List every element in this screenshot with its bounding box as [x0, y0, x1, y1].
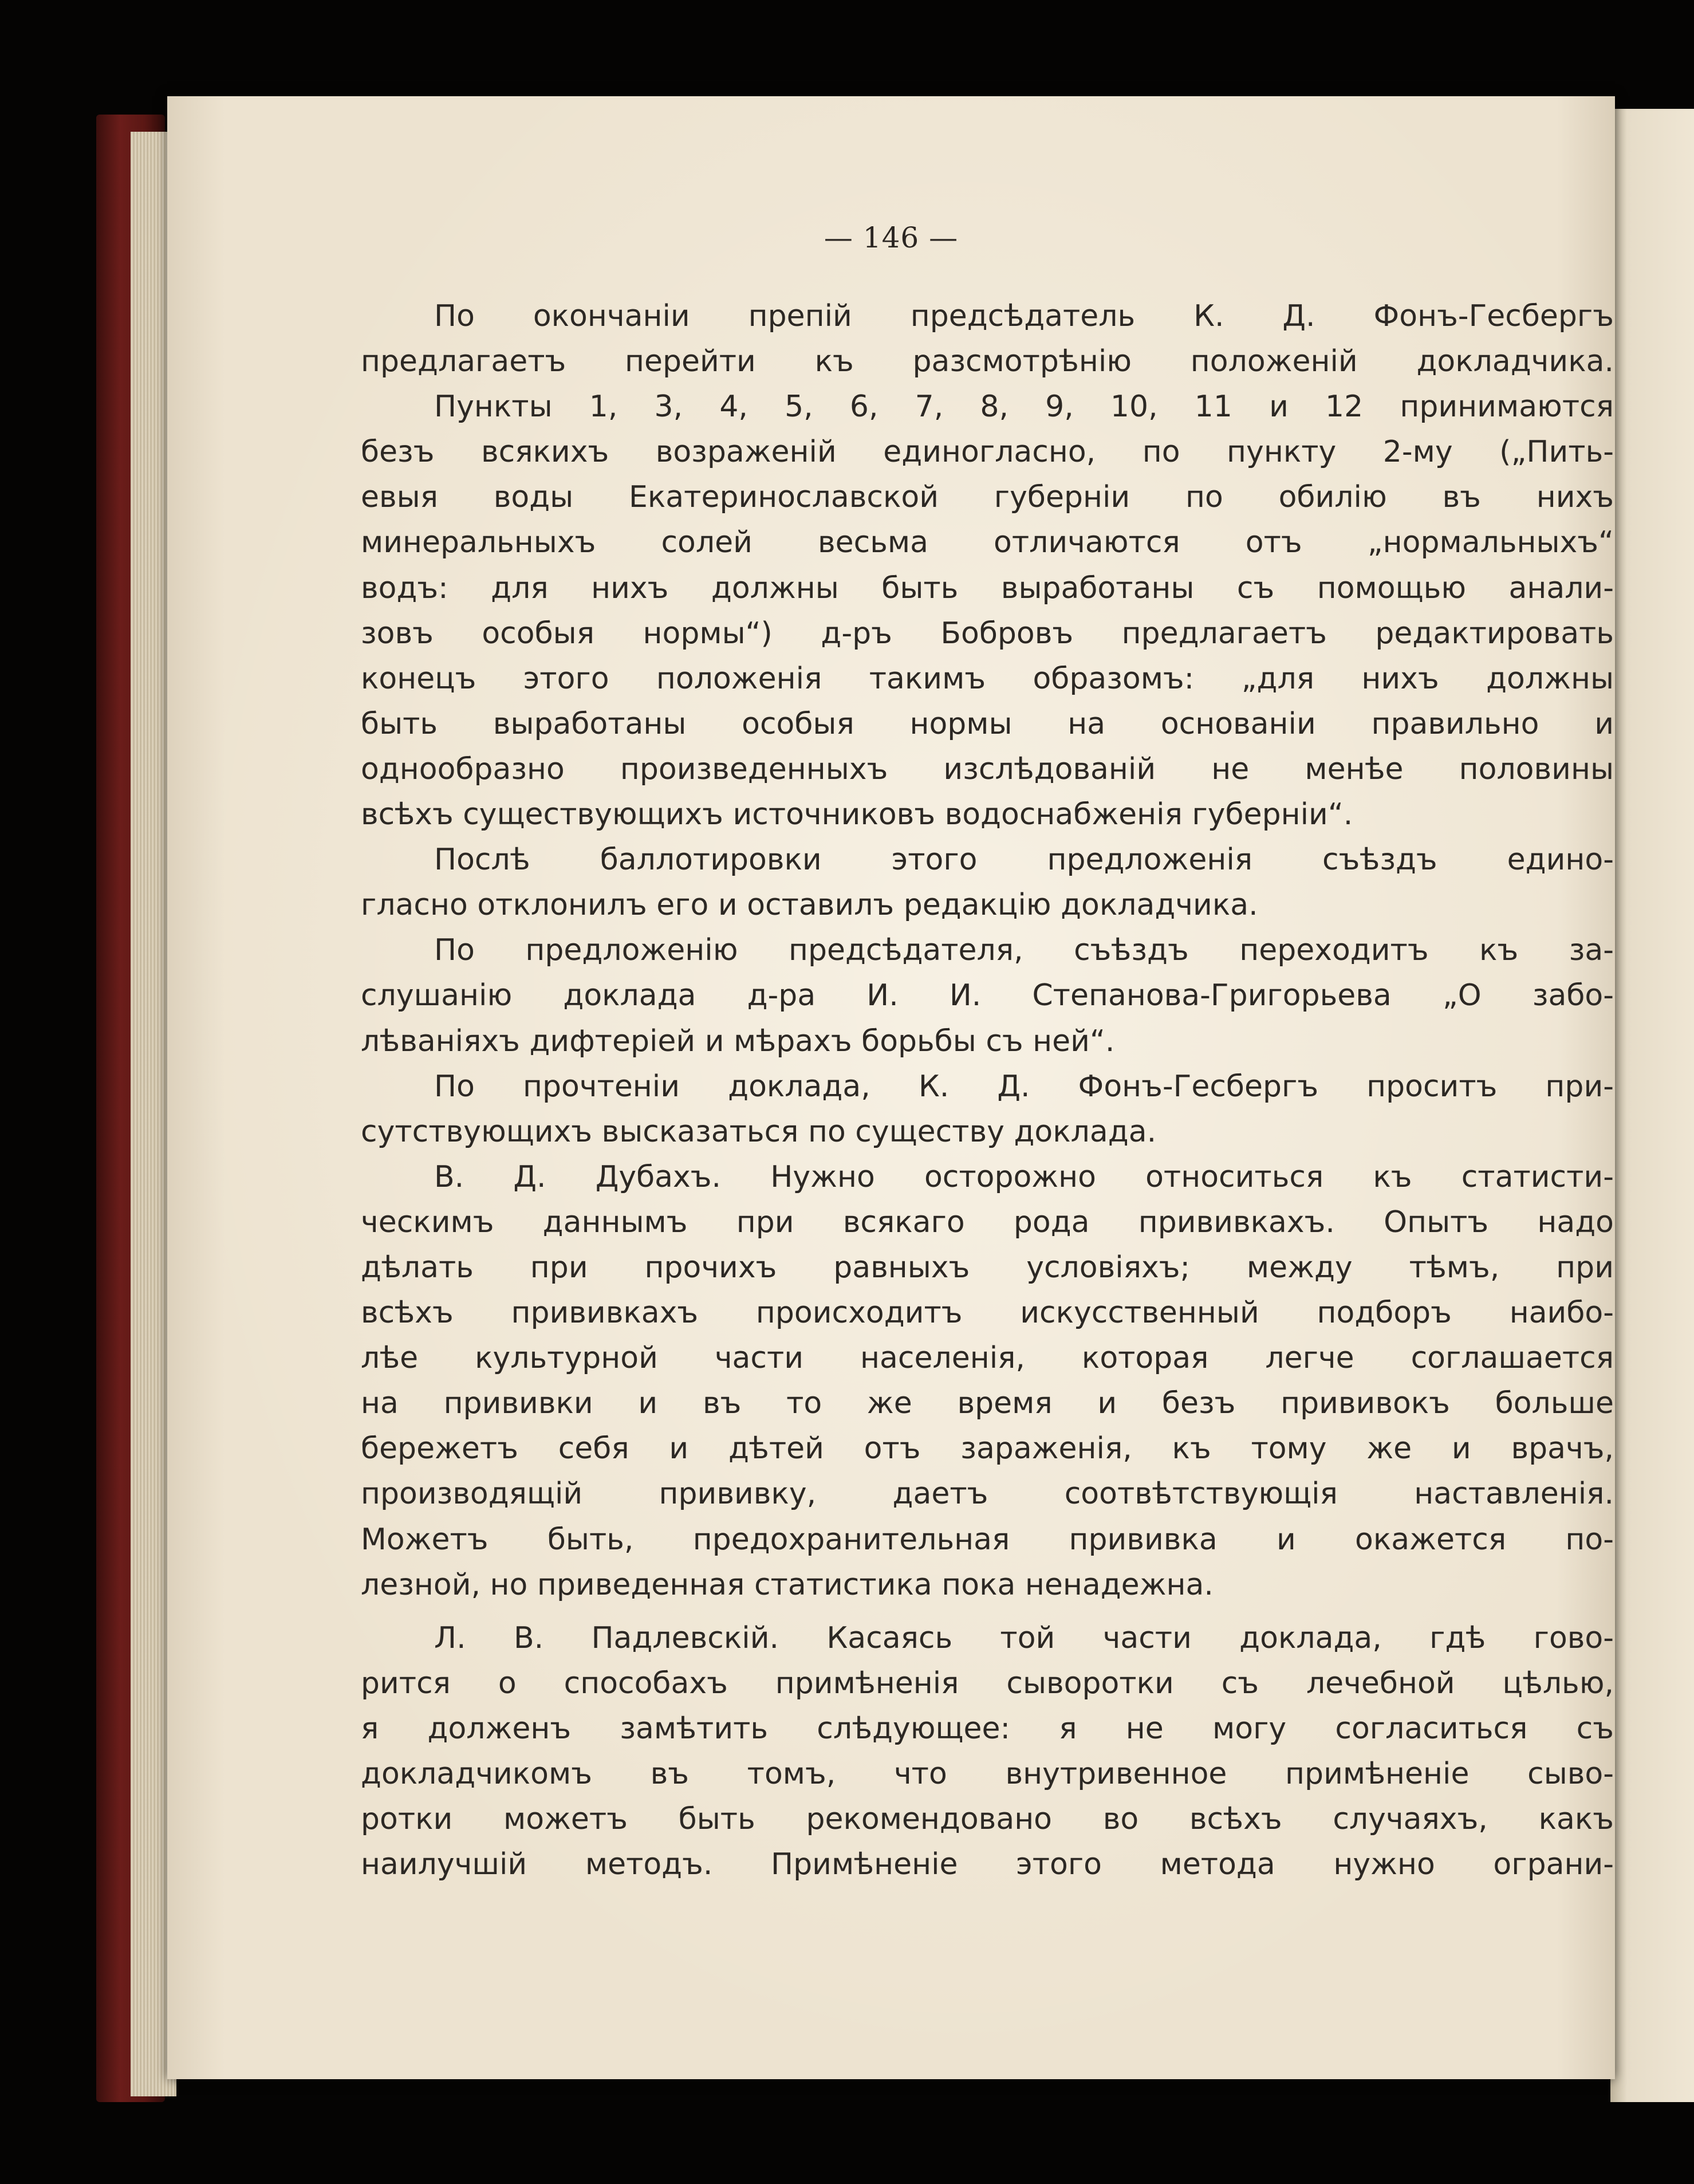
text-line: минеральныхъ солей весьма отличаются отъ „нормальныхъ“	[361, 525, 1614, 560]
text-line: ротки можетъ быть рекомендовано во всѣхъ случаяхъ, какъ	[361, 1802, 1614, 1837]
text-line: лѣе культурной части населенiя, которая легче соглашается	[361, 1341, 1614, 1376]
text-line: бережетъ себя и дѣтей отъ зараженiя, къ тому же и врачъ,	[361, 1431, 1614, 1466]
text-line: лезной, но приведенная статистика пока ненадежна.	[361, 1567, 1214, 1602]
text-line: Можетъ быть, предохранительная прививка и окажется по-	[361, 1522, 1614, 1557]
text-line: докладчикомъ въ томъ, что внутривенное примѣненiе сыво-	[361, 1757, 1614, 1791]
text-line: Л. В. Падлевскiй. Касаясь той части доклада, гдѣ гово-	[434, 1620, 1614, 1655]
text-line: производящiй прививку, даетъ соотвѣтствующiя наставленiя.	[361, 1477, 1614, 1512]
body-text	[361, 294, 1614, 1887]
text-line: слушанiю доклада д-ра И. И. Степанова-Григорьева „О забо-	[361, 978, 1614, 1013]
text-line: дѣлать при прочихъ равныхъ условiяхъ; между тѣмъ, при	[361, 1250, 1614, 1285]
text-line: всѣхъ существующихъ источниковъ водоснабженiя губернiи“.	[361, 797, 1353, 832]
text-line: рится о способахъ примѣненiя сыворотки съ лечебной цѣлью,	[361, 1666, 1614, 1701]
text-line: гласно отклонилъ его и оставилъ редакцiю докладчика.	[361, 888, 1258, 923]
text-line: ческимъ даннымъ при всякаго рода прививкахъ. Опытъ надо	[361, 1205, 1614, 1239]
text-line: Послѣ баллотировки этого предложенiя съѣздъ едино-	[434, 843, 1614, 877]
text-line: на прививки и въ то же время и безъ прививокъ больше	[361, 1386, 1614, 1421]
text-line: быть выработаны особыя нормы на основанiи правильно и	[361, 706, 1614, 741]
text-line: Пункты 1, 3, 4, 5, 6, 7, 8, 9, 10, 11 и 12 принимаются	[434, 389, 1614, 424]
text-line: зовъ особыя нормы“) д-ръ Бобровъ предлагаетъ редактировать	[361, 616, 1614, 651]
text-line: В. Д. Дубахъ. Нужно осторожно относиться къ статисти-	[434, 1159, 1614, 1194]
text-line: я долженъ замѣтить слѣдующее: я не могу согласиться съ	[361, 1711, 1614, 1746]
text-line: предлагаетъ перейти къ разсмотрѣнiю положенiй докладчика.	[361, 344, 1614, 379]
page-number: — 146 —	[824, 221, 959, 254]
text-line: безъ всякихъ возраженiй единогласно, по пункту 2-му („Пить-	[361, 435, 1614, 470]
text-line: однообразно произведенныхъ изслѣдованiй не менѣе половины	[361, 751, 1614, 786]
text-line: всѣхъ прививкахъ происходитъ искусственный подборъ наибо-	[361, 1296, 1614, 1331]
text-line: По окончанiи препiй предсѣдатель К. Д. Фонъ-Гесбергъ	[434, 299, 1614, 333]
text-line: водъ: для нихъ должны быть выработаны съ помощью анали-	[361, 570, 1614, 605]
text-line: евыя воды Екатеринославской губернiи по обилiю въ нихъ	[361, 480, 1614, 515]
text-line: сутствующихъ высказаться по существу доклада.	[361, 1114, 1157, 1149]
text-line: По прочтенiи доклада, К. Д. Фонъ-Гесбергъ проситъ при-	[434, 1069, 1614, 1104]
text-line: наилучшiй методъ. Примѣненiе этого метода нужно ограни-	[361, 1847, 1614, 1882]
text-line: конецъ этого положенiя такимъ образомъ: „для нихъ должны	[361, 661, 1614, 696]
text-line: По предложенiю предсѣдателя, съѣздъ переходитъ къ за-	[434, 933, 1614, 968]
book-page	[167, 96, 1615, 2079]
text-line: лѣванiяхъ дифтерiей и мѣрахъ борьбы съ ней“.	[361, 1024, 1115, 1058]
facing-page-edge	[1610, 109, 1694, 2102]
